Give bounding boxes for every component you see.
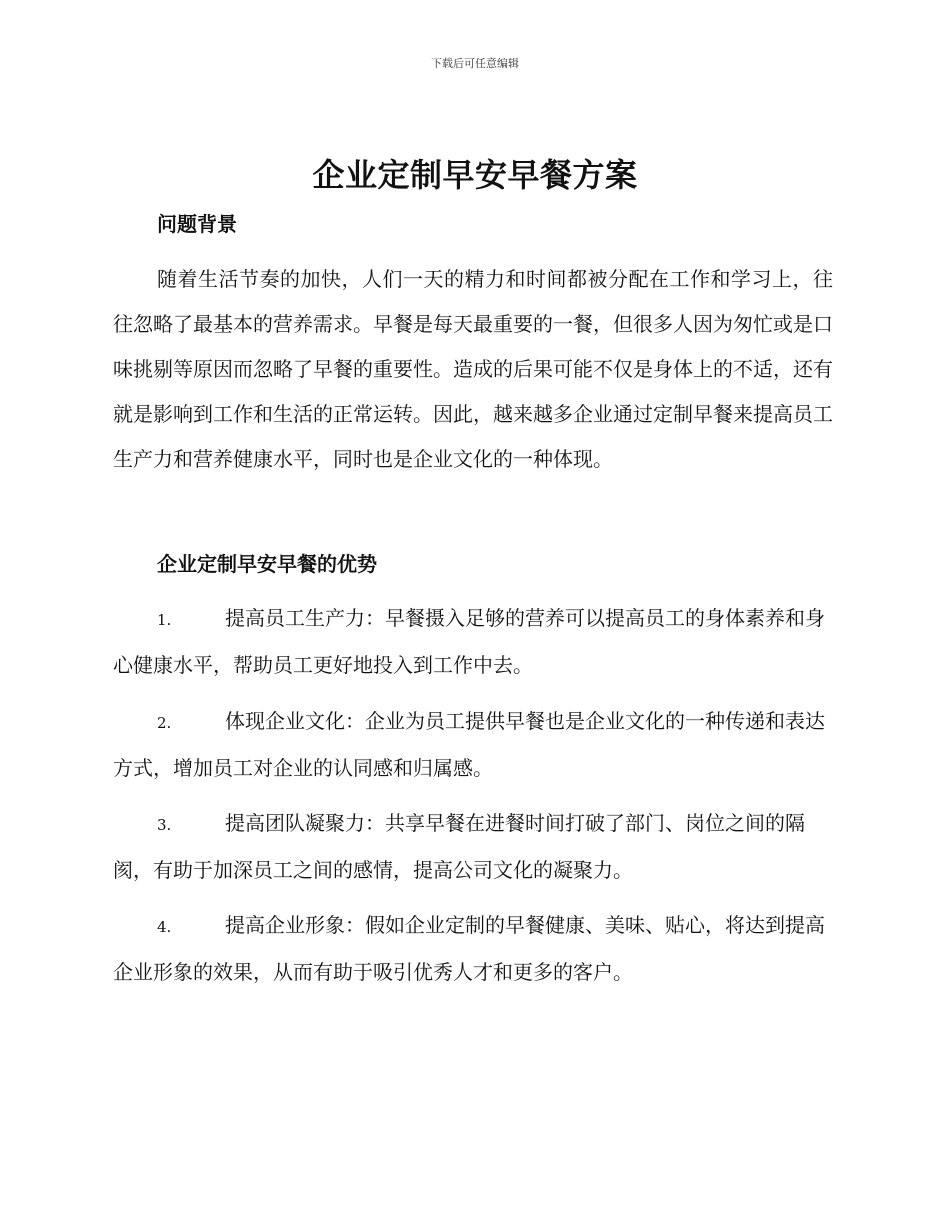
list-item: [113, 903, 833, 995]
list-item: [113, 801, 833, 893]
header-note: 下载后可任意编辑: [431, 57, 519, 70]
list-item-number: 1.: [157, 611, 172, 629]
list-item-text: 体现企业文化：企业为员工提供早餐也是企业文化的一种传递和表达方式，增加员工对企业的认同感和归属感。: [113, 709, 825, 780]
list-item-text: 提高团队凝聚力：共享早餐在进餐时间打破了部门、岗位之间的隔阂，有助于加深员工之间的感情，提高公司文化的凝聚力。: [113, 811, 805, 882]
list-item-number: 2.: [157, 714, 172, 732]
list-item-text: 提高员工生产力：早餐摄入足够的营养可以提高员工的身体素养和身心健康水平，帮助员工更好地投入到工作中去。: [113, 606, 825, 677]
list-item: [113, 699, 833, 791]
document-title: 企业定制早安早餐方案: [312, 156, 638, 194]
list-item-number: 3.: [157, 816, 172, 834]
section-heading-advantages: 企业定制早安早餐的优势: [157, 552, 377, 576]
section-heading-background: 问题背景: [157, 212, 237, 236]
list-item-number: 4.: [157, 918, 172, 936]
list-item-text: 提高企业形象：假如企业定制的早餐健康、美味、贴心，将达到提高企业形象的效果，从而有助于吸引优秀人才和更多的客户。: [113, 913, 825, 984]
background-paragraph: 随着生活节奏的加快，人们一天的精力和时间都被分配在工作和学习上，往往忽略了最基本的营养需求。早餐是每天最重要的一餐，但很多人因为匆忙或是口味挑剔等原因而忽略了早餐的重要性。造成的后果可能不仅是身体上的不适，还有就是影响到工作和生活的正常运转。因此，越来越多企业通过定制早餐来提高员工生产力和营养健康水平，同时也是企业文化的一种体现。: [113, 267, 833, 471]
list-item: [113, 596, 833, 688]
